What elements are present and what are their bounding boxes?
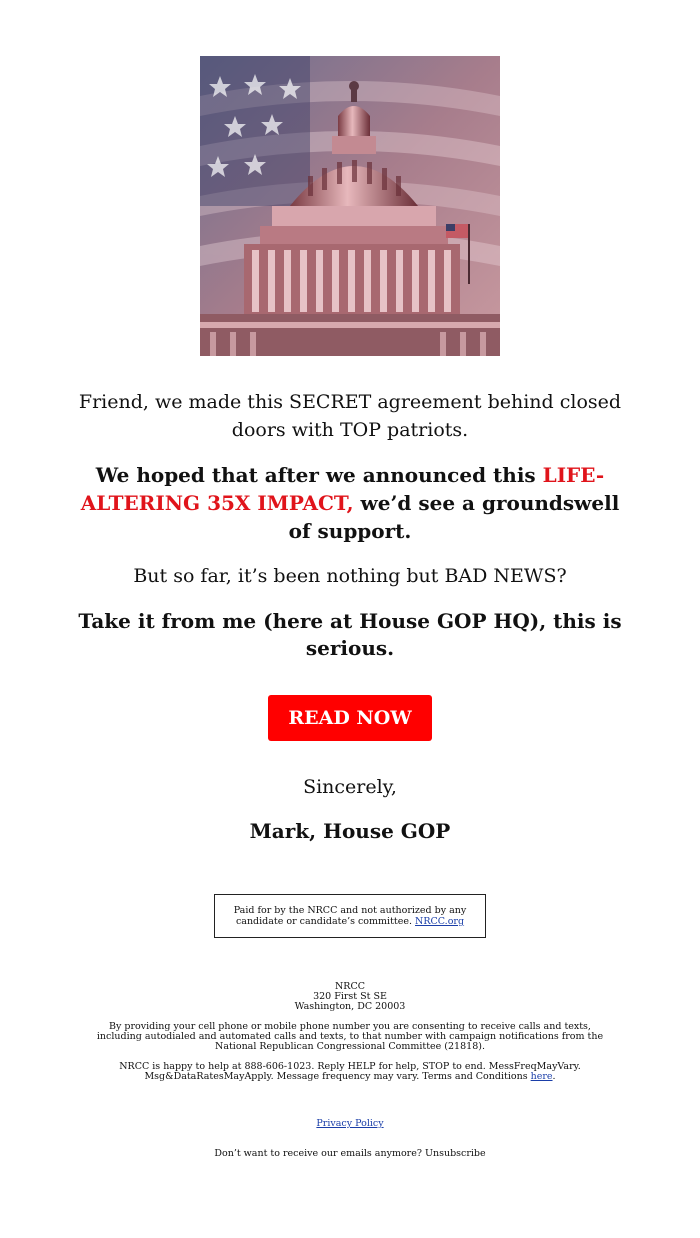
- bad-news-paragraph: But so far, it’s been nothing but BAD NEWS?: [133, 565, 567, 587]
- privacy-policy-link[interactable]: Privacy Policy: [316, 1118, 384, 1129]
- hope-text-start: We hoped that after we announced this: [95, 463, 543, 487]
- paid-for-disclaimer-box: [214, 894, 486, 938]
- unsubscribe-text[interactable]: Don’t want to receive our emails anymore? Unsubscribe: [214, 1148, 486, 1159]
- capitol-illustration: [200, 56, 500, 356]
- serious-paragraph: Take it from me (here at House GOP HQ), this is serious.: [78, 609, 622, 660]
- capitol-flag-image: [200, 56, 500, 356]
- closing-text: Sincerely,: [303, 776, 397, 798]
- signature-name: Mark, House GOP: [249, 819, 451, 843]
- impact-highlight: LIFE-ALTERING 35X IMPACT,: [80, 463, 605, 515]
- help-statement: NRCC is happy to help at 888-606-1023. Reply HELP for help, STOP to end. MessFreqMayVary. Msg&DataRatesMayApply. Message frequency may vary. Terms and Conditions: [119, 1061, 581, 1082]
- disclaimer-statement: Paid for by the NRCC and not authorized by any candidate or candidate’s committee.: [233, 905, 467, 927]
- city-state-zip: Washington, DC 20003: [294, 1001, 406, 1012]
- hope-paragraph: [70, 461, 630, 545]
- privacy-policy-row: [90, 1119, 610, 1129]
- disclaimer-text: [230, 905, 470, 927]
- sms-help-text: [90, 1062, 610, 1082]
- read-now-button[interactable]: READ NOW: [268, 695, 432, 741]
- terms-link[interactable]: here: [530, 1071, 553, 1082]
- sms-consent-text: By providing your cell phone or mobile phone number you are consenting to receive calls and texts, including autodialed and automated calls and texts, to that number with campaign notifications from the National Republican Congressional Committee (21818).: [96, 1021, 604, 1052]
- org-name: NRCC: [334, 981, 365, 992]
- terms-period: .: [552, 1071, 556, 1082]
- nrcc-link[interactable]: NRCC.org: [415, 916, 465, 927]
- mailing-address: [90, 982, 610, 1012]
- hope-text-end: we’d see a groundswell of support.: [288, 491, 620, 543]
- street-address: 320 First St SE: [313, 991, 387, 1002]
- intro-paragraph: Friend, we made this SECRET agreement behind closed doors with TOP patriots.: [78, 391, 622, 441]
